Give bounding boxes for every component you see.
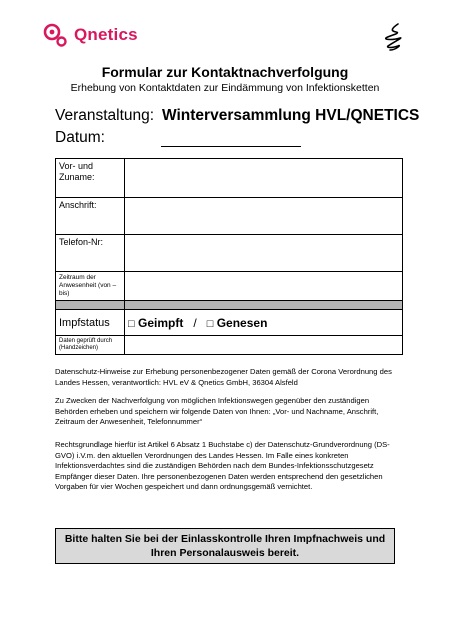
separator-row [56, 301, 403, 310]
separator-cell [125, 301, 403, 310]
privacy-paragraph-1: Datenschutz-Hinweise zur Erhebung personenbezogener Daten gemäß der Corona Verordnung des Landes Hessen, verantwortlich: HVL eV & Qnetics GmbH, 36304 Alsfeld [55, 367, 392, 387]
form-title: Formular zur Kontaktnachverfolgung [101, 64, 349, 80]
presence-label: Zeitraum der Anwesenheit (von – bis) [56, 272, 125, 301]
notice-line-1: Bitte halten Sie bei der Einlasskontrolle Ihren Impfnachweis und [64, 533, 386, 545]
contact-form-table [55, 158, 403, 355]
table-row [56, 235, 403, 272]
qnetics-logo [42, 22, 138, 48]
privacy-paragraph-2: Zu Zwecken der Nachverfolgung von möglichen Infektionswegen gegenüber den zuständigen Behörden erheben und speichern wir folgende Daten von Ihnen: „Vor- und Nachname, Anschrift, Zeitraum der Anwesenheit, Telefonnummer“ [55, 396, 379, 426]
vaccinated-option-label: Geimpft [138, 315, 184, 330]
checked-by-label: Daten geprüft durch (Handzeichen) [56, 336, 125, 355]
name-label: Vor- und Zuname: [56, 159, 125, 198]
table-row [56, 336, 403, 355]
privacy-paragraph-3: Rechtsgrundlage hierfür ist Artikel 6 Absatz 1 Buchstabe c) der Datenschutz-Grundverordnung (DS-GVO) i.V.m. den aktuellen Verordnungen des Landes Hessen. Im Falle eines konkreten Infektionsverdachtes sind die zuständigen Behörden nach dem Bundes-Infektionsschutzgesetz Empfänger dieser Daten. Ihre personenbezogenen Daten werden entsprechend den gesetzlichen Vorgaben für vier Wochen gespeichert und dann ordnungsgemäß vernichtet. [55, 440, 390, 491]
vaccinated-checkbox[interactable]: □ [128, 317, 135, 330]
table-row [56, 198, 403, 235]
recovered-checkbox[interactable]: □ [206, 317, 214, 330]
recovered-option-label: Genesen [216, 315, 268, 330]
date-label: Datum: [55, 129, 105, 146]
notice-line-2: Ihren Personalausweis bereit. [150, 547, 300, 559]
id-notice-box [55, 528, 395, 564]
vaccination-status-options [125, 310, 403, 336]
event-label: Veranstaltung: [55, 107, 155, 124]
table-row [56, 310, 403, 336]
phone-field[interactable] [125, 235, 403, 272]
vaccination-status-label: Impfstatus [56, 310, 125, 336]
event-name: Winterversammlung HVL/QNETICS [162, 107, 420, 124]
separator-cell [56, 301, 125, 310]
table-row [56, 272, 403, 301]
brand-name: Qnetics [74, 25, 138, 44]
presence-field[interactable] [125, 272, 403, 301]
qnetics-logo-icon [42, 22, 68, 48]
date-input-line[interactable] [161, 146, 301, 147]
signature-mark-icon [382, 22, 408, 57]
status-separator: / [193, 315, 197, 330]
phone-label: Telefon-Nr: [56, 235, 125, 272]
address-field[interactable] [125, 198, 403, 235]
name-field[interactable] [125, 159, 403, 198]
checked-by-field[interactable] [125, 336, 403, 355]
form-subtitle: Erhebung von Kontaktdaten zur Eindämmung von Infektionsketten [70, 82, 380, 94]
table-row [56, 159, 403, 198]
address-label: Anschrift: [56, 198, 125, 235]
